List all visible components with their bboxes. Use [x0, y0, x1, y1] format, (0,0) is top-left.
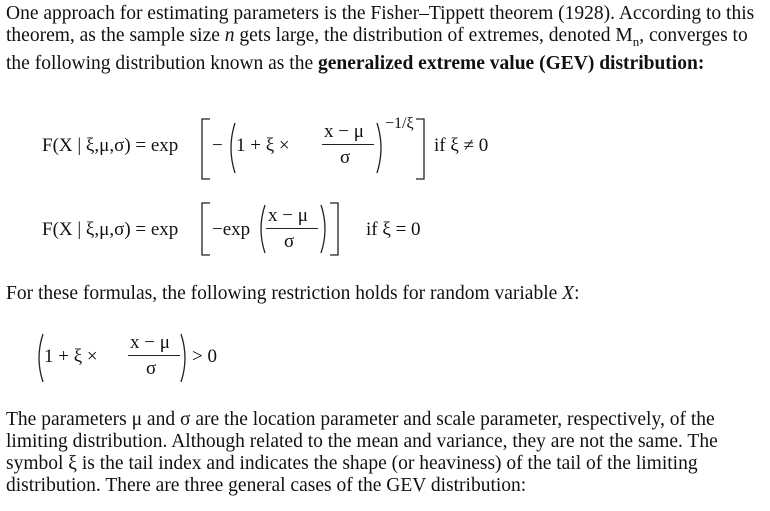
- eq2-right-square-bracket: [330, 202, 340, 256]
- restriction-text-a: For these formulas, the following restriction holds for random variable: [6, 283, 563, 304]
- eq2-left-paren: [256, 204, 266, 254]
- eq2-numerator: x − μ: [268, 205, 308, 226]
- eq3-numerator: x − μ: [130, 332, 170, 353]
- gev-equation-nonzero-xi: [42, 112, 512, 184]
- eq1-minus: −: [212, 135, 223, 156]
- eq3-denominator: σ: [146, 358, 157, 379]
- eq2-fraction-bar: [266, 228, 318, 229]
- eq2-minus-exp: −exp: [212, 219, 251, 240]
- eq1-exponent: −1/ξ: [385, 115, 414, 132]
- eq1-condition: if ξ ≠ 0: [434, 135, 489, 156]
- restriction-inequality: [34, 333, 254, 385]
- eq3-left-paren: [34, 333, 44, 383]
- eq1-one-plus-xi: 1 + ξ ×: [236, 135, 290, 156]
- eq3-right-paren: [180, 333, 190, 383]
- eq1-left-square-bracket: [200, 118, 212, 180]
- restriction-text-b: :: [574, 283, 580, 304]
- random-variable-x: X: [562, 283, 575, 304]
- eq2-denominator: σ: [284, 231, 295, 252]
- eq1-right-square-bracket: [416, 118, 426, 180]
- sample-size-variable: n: [224, 25, 235, 46]
- eq3-fraction-bar: [128, 355, 180, 356]
- eq1-fraction-bar: [322, 144, 374, 145]
- eq1-numerator: x − μ: [324, 121, 364, 142]
- intro-paragraph: [6, 3, 764, 75]
- eq2-left-square-bracket: [200, 202, 212, 256]
- restriction-paragraph: [6, 283, 764, 305]
- eq2-lhs: F(X | ξ,μ,σ) = exp: [42, 219, 179, 240]
- eq1-denominator: σ: [340, 147, 351, 168]
- intro-text-a: One approach for estimating parameters is the Fisher–Tippett theorem (1928). According to this theorem, as the sample size: [6, 3, 755, 46]
- extremes-subscript: n: [632, 33, 640, 49]
- eq3-relation: > 0: [192, 346, 217, 367]
- eq3-one-plus-xi: 1 + ξ ×: [44, 346, 98, 367]
- eq1-lhs: F(X | ξ,μ,σ) = exp: [42, 135, 179, 156]
- intro-text-b: gets large, the distribution of extremes, denoted M: [234, 25, 633, 46]
- eq1-left-paren: [226, 122, 236, 174]
- gumbel-equation-zero-xi: [42, 200, 442, 258]
- eq2-condition: if ξ = 0: [366, 219, 421, 240]
- gev-term: generalized extreme value (GEV) distribution:: [317, 52, 705, 74]
- eq2-right-paren: [320, 204, 330, 254]
- intro-text-c: , converges to the following distribution known as the: [6, 25, 748, 74]
- parameters-paragraph: The parameters μ and σ are the location parameter and scale parameter, respectively, of the limiting distribution. Although related to the mean and variance, they are not the same. The symbol ξ is the tail index and indicates the shape (or heaviness) of the tail of the limiting distribution. There are three general cases of the GEV distribution:: [6, 409, 718, 496]
